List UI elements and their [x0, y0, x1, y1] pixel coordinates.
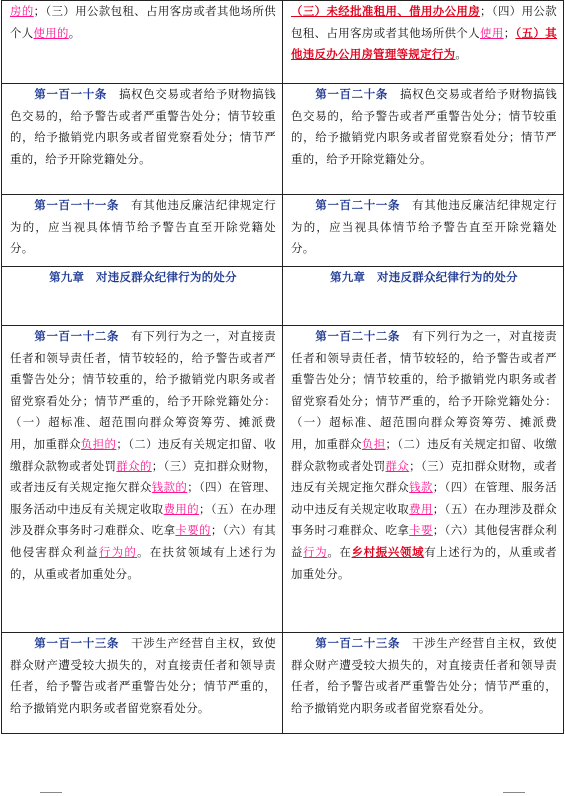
text-segment: 有下列行为之一，对直接责任者和领导责任者，情节较轻的，给予警告或者严重警告处分；情节较重的，给予撤销党内职务或者留党察看处分；情节严重的，给予开除党籍处分：（一）超标准、超范围向群众筹资筹劳、摊派费用，加重群众	[10, 329, 276, 451]
text-segment: ；	[503, 25, 516, 40]
deleted-text: 使用	[480, 25, 504, 40]
page-edge-mark	[40, 792, 62, 793]
deleted-text: 费用	[409, 501, 433, 516]
text-segment: 。在	[327, 544, 352, 559]
table-row	[2, 326, 564, 633]
inserted-text: （三）未经批准租用、借用办公用房	[291, 4, 481, 18]
new-text-cell	[283, 326, 564, 633]
text-segment: 。在扶贫领域有上述行为的，从重或者加重处分。	[10, 544, 276, 581]
text-segment: 有上述行为的，从重或者加重处分。	[291, 544, 557, 581]
chapter-title: 第九章 对违反群众纪律行为的处分	[49, 270, 237, 284]
text-segment: ；（二）违反有关规定扣留、收缴群众款物或者处罚	[291, 436, 558, 473]
text-segment: ；（三）克扣群众财物，或者违反有关规定拖欠群众	[291, 458, 557, 495]
chapter-title: 第九章 对违反群众纪律行为的处分	[330, 270, 518, 284]
old-text-cell	[2, 326, 283, 633]
old-text-cell	[2, 633, 283, 734]
article-number: 第一百一十一条	[34, 198, 120, 212]
text-segment: ；（四）用公款包租、占用客房或者其他场所供个人	[291, 4, 557, 40]
deleted-text: 负担	[361, 436, 386, 451]
text-segment: ；（三）克扣群众财物，或者违反有关规定拖欠群众	[10, 458, 276, 495]
deleted-text: 卡要	[409, 523, 433, 538]
article-number: 第一百一十三条	[34, 636, 120, 650]
new-text-cell	[283, 84, 564, 195]
comparison-table	[1, 0, 564, 734]
text-segment: ；（四）在管理、服务活动中违反有关规定收取	[291, 480, 557, 516]
article-number: 第一百二十条	[315, 87, 388, 101]
text-segment: 搞权色交易或者给予财物搞钱色交易的，给予警告或者严重警告处分；情节较重的，给予撤销党内职务或者留党察看处分；情节严重的，给予开除党籍处分。	[291, 87, 558, 166]
table-row	[2, 633, 564, 734]
article-number: 第一百一十条	[34, 87, 107, 101]
text-segment: ；（四）在管理、服务活动中违反有关规定收取	[10, 480, 276, 516]
text-segment: ；（五）在办理涉及群众事务时刁难群众、吃拿	[10, 501, 276, 538]
text-segment: 干涉生产经营自主权，致使群众财产遭受较大损失的，对直接责任者和领导责任者，给予警告或者严重警告处分；情节严重的，给予撤销党内职务或者留党察看处分。	[291, 636, 557, 715]
inserted-text: 乡村振兴领域	[351, 544, 425, 559]
text-segment: ；（二）违反有关规定扣留、收缴群众款物或者处罚	[10, 436, 276, 473]
new-chapter-cell	[283, 267, 564, 326]
deleted-text: 钱款	[409, 480, 433, 495]
deleted-text: 房的	[10, 4, 34, 18]
text-segment: ；（三）用公款包租、占用客房或者其他场所供个人	[10, 4, 277, 40]
old-text-cell	[2, 84, 283, 195]
new-text-cell	[283, 633, 564, 734]
text-segment: 有下列行为之一，对直接责任者和领导责任者，情节较轻的，给予警告或者严重警告处分；情节较重的，给予撤销党内职务或者留党察看处分；情节严重的，给予开除党籍处分：（一）超标准、超范围向群众筹资筹劳、摊派费用，加重群众	[291, 329, 557, 451]
chapter-heading-row	[2, 267, 564, 326]
deleted-text: 卡要的	[175, 523, 211, 538]
inserted-text: （五）其他违反办公用房管理等规定行为	[291, 25, 557, 62]
old-text-cell	[2, 195, 283, 267]
page-edge-mark	[503, 792, 525, 793]
deleted-text: 负担的	[80, 436, 117, 451]
old-chapter-cell	[2, 267, 283, 326]
text-segment: 。	[68, 25, 81, 40]
deleted-text: 群众	[385, 458, 410, 473]
deleted-text: 钱款的	[151, 480, 188, 495]
deleted-text: 群众的	[116, 458, 152, 473]
text-segment: 有其他违反廉洁纪律规定行为的，应当视具体情节给予警告直至开除党籍处分。	[10, 198, 276, 256]
new-text-cell	[283, 195, 564, 267]
text-segment: ；（六）其他侵害群众利益	[291, 523, 557, 559]
table-row	[2, 84, 564, 195]
text-segment: ；（六）有其他侵害群众利益	[10, 523, 276, 559]
text-segment: 干涉生产经营自主权，致使群众财产遭受较大损失的，对直接责任者和领导责任者，给予警告或者严重警告处分；情节严重的，给予撤销党内职务或者留党察看处分。	[10, 636, 276, 715]
deleted-text: 行为的	[98, 544, 138, 559]
text-segment: ；（五）在办理涉及群众事务时刁难群众、吃拿	[291, 501, 557, 538]
article-number: 第一百二十一条	[315, 198, 401, 212]
new-text-cell	[283, 1, 564, 84]
text-segment: 搞权色交易或者给予财物搞钱色交易的，给予警告或者严重警告处分；情节较重的，给予撤销党内职务或者留党察看处分；情节严重的，给予开除党籍处分。	[10, 87, 277, 166]
article-number: 第一百一十二条	[34, 329, 120, 343]
table-row	[2, 1, 564, 84]
article-number: 第一百二十三条	[315, 636, 401, 650]
article-number: 第一百二十二条	[315, 329, 401, 343]
text-segment: 。	[455, 47, 468, 62]
text-segment: 有其他违反廉洁纪律规定行为的，应当视具体情节给予警告直至开除党籍处分。	[291, 198, 557, 256]
deleted-text: 行为	[303, 544, 328, 559]
table-row	[2, 195, 564, 267]
deleted-text: 使用的	[33, 25, 69, 40]
old-text-cell	[2, 1, 283, 84]
deleted-text: 费用的	[163, 501, 200, 516]
